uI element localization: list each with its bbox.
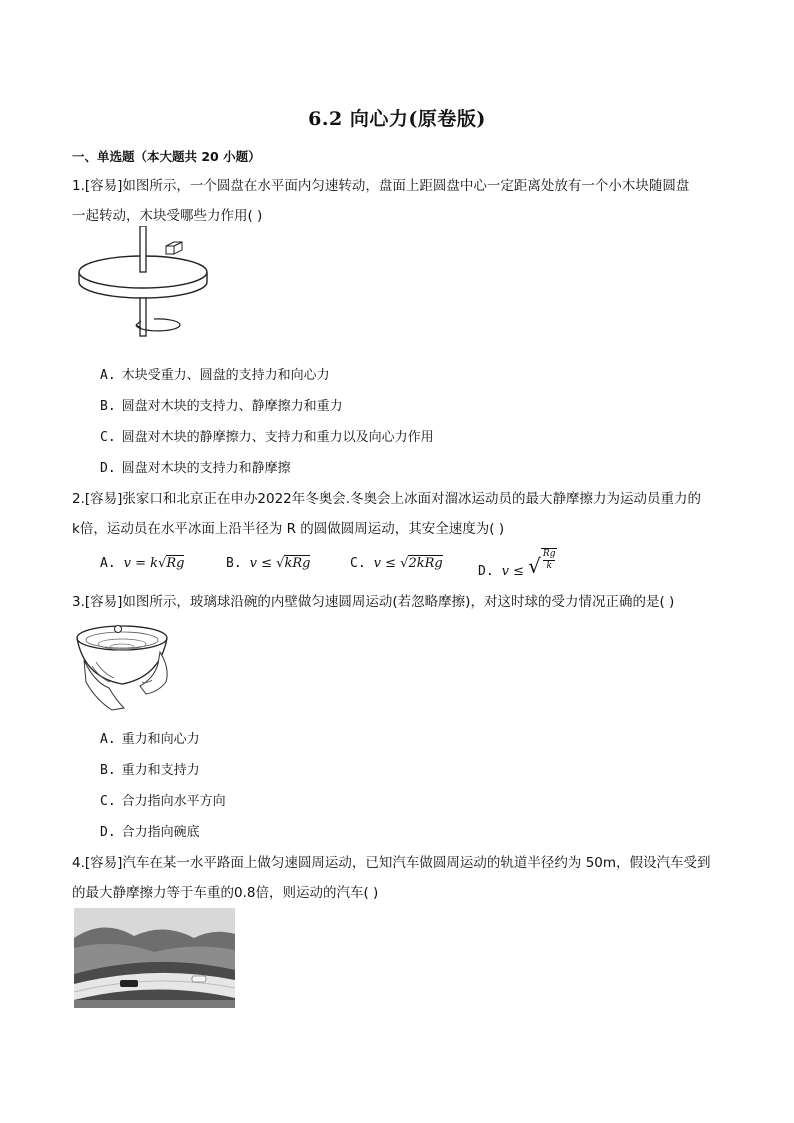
question-1-line-1: 1.[容易]如图所示，一个圆盘在水平面内匀速转动，盘面上距圆盘中心一定距离处放有一个小木块随圆盘 <box>72 178 690 194</box>
question-3-option-d: D. 合力指向碗底 <box>100 825 200 840</box>
question-2-option-a: A. v = k√Rg <box>100 556 185 571</box>
question-1-option-a: A. 木块受重力、圆盘的支持力和向心力 <box>100 368 330 383</box>
question-1-option-d: D. 圆盘对木块的支持力和静摩擦 <box>100 461 291 476</box>
question-2-line-1: 2.[容易]张家口和北京正在申办2022年冬奥会.冬奥会上冰面对溜冰运动员的最大静摩擦力为运动员重力的 <box>72 491 702 507</box>
sqrt-sign-icon: √ <box>276 556 285 571</box>
question-3-line-1: 3.[容易]如图所示，玻璃球沿碗的内壁做匀速圆周运动(若忽略摩擦)，对这时球的受力情况正确的是( ) <box>72 594 675 610</box>
question-3-option-c: C. 合力指向水平方向 <box>100 794 226 809</box>
sqrt-sign-icon: √ <box>400 556 409 571</box>
sqrt-sign-icon: √ <box>158 556 167 571</box>
page-title: 6.2 向心力(原卷版) <box>308 108 486 130</box>
sqrt-sign-icon: √ <box>528 554 541 578</box>
question-3-option-b: B. 重力和支持力 <box>100 763 200 778</box>
question-1-option-b: B. 圆盘对木块的支持力、静摩擦力和重力 <box>100 399 343 414</box>
question-2-option-b: B. v ≤ √kRg <box>226 556 311 571</box>
question-1-line-2: 一起转动，木块受哪些力作用( ) <box>72 208 263 224</box>
rotating-disc-figure <box>74 226 214 346</box>
question-2-line-2: k倍，运动员在水平冰面上沿半径为 R 的圆做圆周运动，其安全速度为( ) <box>72 521 505 537</box>
fraction: $\frac{Rg}{k}$ <box>542 549 556 571</box>
section-heading: 一、单选题（本大题共 20 小题） <box>72 149 261 164</box>
question-3-option-a: A. 重力和向心力 <box>100 732 200 747</box>
question-2-option-c: C. v ≤ √2kRg <box>350 556 443 571</box>
question-4-line-1: 4.[容易]汽车在某一水平路面上做匀速圆周运动，已知汽车做圆周运动的轨道半径约为 50m，假设汽车受到 <box>72 855 711 871</box>
question-4-line-2: 的最大静摩擦力等于车重的0.8倍，则运动的汽车( ) <box>72 885 379 901</box>
question-1-option-c: C. 圆盘对木块的静摩擦力、支持力和重力以及向心力作用 <box>100 430 434 445</box>
glass-bowl-figure <box>74 622 174 714</box>
curved-road-photo <box>74 908 235 1008</box>
question-2-option-d: D. v ≤ √ $\frac{Rg}{k}$ <box>478 549 556 579</box>
